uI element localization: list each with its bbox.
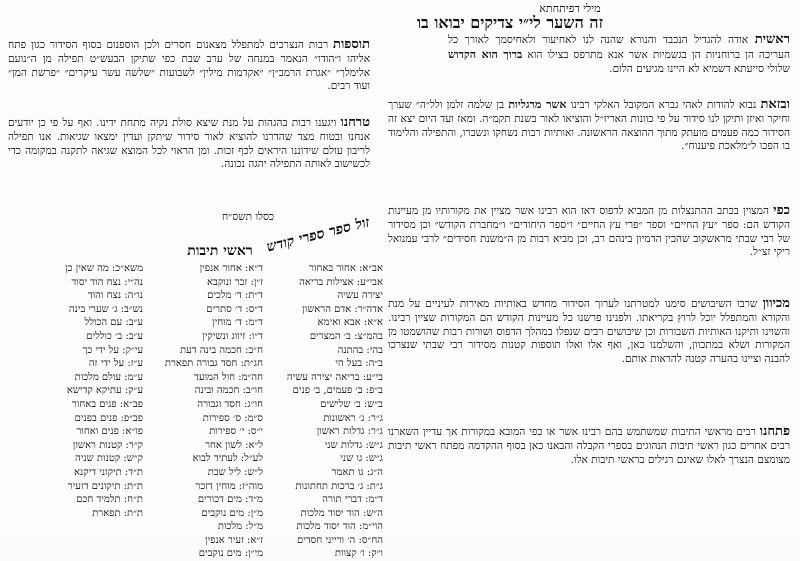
paragraph-lead-word: ראשית xyxy=(754,32,790,47)
date-line: כסלו תשס״ח xyxy=(222,211,275,223)
paragraph-tail: בן שלמה זלמן ולל״ה״ שערך וחיקר ואיזן ותיקן לנו סידור על פי כוונות האריז״ל והוציאו לאור בשנת תקמ״ה. ומאז ועד היום יצא זה הסידור כמה פעמים מועתק מתוך ההוצאה הראשונה. ואותיות רבות נשחקו ונשברו, והתפילה והלימוד בו הפכו ל״מלאכת פיענוח״. xyxy=(388,99,790,153)
abbreviation-entry: ג״ר: ג׳ ראשונות xyxy=(323,412,383,424)
abbreviations-column-2 xyxy=(148,262,263,561)
abbreviation-entry: ג״ש: גו שני xyxy=(340,453,383,465)
preface-title: זה השער לי״י צדיקים יבואו בו xyxy=(416,13,604,32)
abbreviation-entry: פב״א: פנים באחור xyxy=(71,398,143,410)
abbreviation-entry: ל״ש: ליל שבת xyxy=(207,466,263,478)
publisher-stamp: זול ספר ספרי קודש xyxy=(265,214,372,256)
paragraph-text: רבים מראשי התיבות שמשתמש בהם רבינו אשר או כפי המובא במקורות אך עדיין השארנו רבים אחרים כגון ראשי תיבות הנהוגים בספרי הקבלה והבאנו כאן בסוף ההקדמה מפתח ראשי תיבות מצומצם הנצרך לאלו שאינם רגילים בראשי תיבות אלו. xyxy=(388,426,790,466)
abbreviation-entry: ב״ה: בעל הי xyxy=(335,358,383,370)
abbreviation-entry: ז״א: זעיר אנפין xyxy=(205,534,263,546)
paragraph-lead-word: תוספות xyxy=(333,37,370,52)
abbreviation-entry: ת״ד: תיקוני דיקנא xyxy=(74,466,143,478)
abbreviation-entry: ת״ת: תיקונים דזעיר xyxy=(67,480,143,492)
abbreviation-entry: ס״מ: ס׳ ספירות xyxy=(202,412,263,424)
abbreviation-entry: משא״כ: מה שאין כן xyxy=(65,263,143,274)
paragraph-bold-phrase: אשר מרגליות xyxy=(508,98,567,111)
abbreviation-entry: ל״א: לשון אחר xyxy=(205,439,263,451)
abbreviation-entry: מוה״ז: מוחין דזכר xyxy=(195,480,263,492)
preface-paragraph-3 xyxy=(388,204,790,260)
paragraph-text: שרבו השיבושים סימנו למטרתנו לערוך הסידור מחדש באותיות מאירות לעיניים על מנת והקורא והמתפלל יוכל לרוץ בקריאתו. ולפנינו פרשנו כל מעיינות הקודש הם המקורות שציין רבינו. והשוינו ותיקנו האותיות השבורות וכן שיבושים רבים שנפלו במהלך הדפוס ושורות רבות שהושמטו מן המקורות ושלא במתכוון, והשלמנו כאן, ואף אלו ואלו תוספות קטנות מסידור רבי שבתי שנצרכו להבנה וציינו בהערה קטנה להראות אותם. xyxy=(388,298,790,366)
preface-paragraph-4 xyxy=(388,297,790,367)
abbreviation-entry: ה״ש: הוד יסוד מלכות xyxy=(300,507,383,519)
abbreviation-entry: פב״פ: פנים בפנים xyxy=(74,412,143,424)
abbreviation-entry: בי״ע: בריאה יצירה עשיה xyxy=(286,371,383,383)
abbreviation-entry: ו״ק: ו׳ קצוות xyxy=(334,548,383,560)
abbreviation-entry: פו״א: פנים ואחור xyxy=(76,426,143,438)
abbreviation-entry: מי״ן: מים נוקבים xyxy=(198,548,263,560)
abbreviation-entry: נש״ב: ג׳ שערי בינה xyxy=(68,303,143,315)
abbreviation-entry: ב״פ: ב׳ פעמים, ב׳ פנים xyxy=(292,385,383,397)
abbreviation-entry: ע״ב: עם הכולל xyxy=(84,317,143,329)
abbreviation-entry: בהי: בהתנה xyxy=(337,344,383,356)
paragraph-text: המצוין בכתב ההתנצלות מן המביא לדפוס דאז הוא רבינו אשר מציין את מקורותיו מן מעיינות הקודש הם: ספר ״עץ החיים״ וספר ״פרי עץ החיים״ ו״ספר היחודים״ ו״מחברת הקודש״ וכן מסידור של רבי שבתי מראשקוב שהכין הדמיון בינהם רב, וכן מביא רבות מן ה״משנת חסידים״ לרבי עמנואל ריקי זצ״ל. xyxy=(388,205,790,259)
paragraph-lead-word: טרחנו xyxy=(340,115,371,130)
abbreviation-entry: ע״ק: עתיקא קדישא xyxy=(66,385,143,397)
preface-paragraph-1 xyxy=(448,33,790,76)
abbreviation-entry: מ״ד: מים דכורים xyxy=(197,494,263,506)
paragraph-text: רבות הנצרכים למתפלל מצאנום חסרים ולכן הוספנום בסוף הסידור כגון פתח אליהו ו״הודו״ הנאמר במנחה של ערב שבת כפי שתיקן הבעש״ט תפילה מן ה״נועם אלימלך״ ״אגרת הרמב״ן״ ״אקדמות מילין״ לשבועות ״שלשה עשר עיקרים״ ״פרשת המן״ ועוד רבים. xyxy=(8,39,370,93)
abbreviation-entry: בהמ״צ: ב׳ המצרים xyxy=(309,330,383,342)
abbreviations-title: ראשי תיבות xyxy=(187,243,253,259)
abbreviation-entry: עי״ק: על ידי כך xyxy=(82,344,143,356)
abbreviation-entry: ד״מ: דברי תורה xyxy=(322,494,383,506)
paragraph-text: ויגענו רבות בהגהות על מנת שיצא סולת נקיה מתחת ידינו. ואף על פי כן יודעים אנחנו ובטוח מצד שהדרנו להוציא לאור סידור שיתקן ועדין ימצאו שגיאות. אנו תפילה לריבון עולם שידוננו היראים לכף זכות. ומן הראוי לכל המוצא שגיאה לתקנה במקומה כדי לכשישוב לאותה התפילה יהגה נכונה. xyxy=(8,117,370,171)
paragraph-lead-word: כפי xyxy=(773,203,790,218)
additions-paragraph-2 xyxy=(8,116,370,172)
abbreviation-entry: חה״מ: חול המועד xyxy=(194,371,263,383)
preface-paragraph-2 xyxy=(388,98,790,154)
abbreviation-entry: מ״ן: מים נוקבים xyxy=(201,507,263,519)
abbreviation-entry: א״א: אבא ואימא xyxy=(317,317,383,329)
abbreviation-entry: ב״ש: ב׳ שלישים xyxy=(320,398,383,410)
abbreviation-entry: ז״ן: זכר ונוקבא xyxy=(207,276,263,288)
preface-paragraph-5 xyxy=(388,425,790,467)
abbreviation-entry: ד״א: אחור אנפין xyxy=(199,263,263,274)
abbreviation-entry: ה״ג: גו תאמר xyxy=(331,466,383,478)
additions-paragraph-1 xyxy=(8,38,370,94)
preface-heading: מילי דפיתחתא xyxy=(539,2,601,15)
paragraph-text: נבוא להודות לאהי גברא המקובל האלקי רבינו xyxy=(566,99,757,111)
abbreviation-entry: ד״ס: ד׳ סתרים xyxy=(206,303,263,315)
abbreviation-entry: ד״ת: ד׳ מלכים xyxy=(207,290,263,302)
abbreviation-entry: ק״ר: קטנות ראשון xyxy=(72,439,143,451)
abbreviation-entry: ת״ת: תפארת xyxy=(92,507,143,519)
paragraph-text: אודה להגדיל הנכבד והנורא שהנה לנו לאחיעור ולאחיסמך לאורך כל העריכה הן ברוחניות הן בגשמיות אשר אנא מתרפס בצילו הוא xyxy=(448,34,790,61)
abbreviation-entry: ד״ו: זיווג ונשיקין xyxy=(202,330,263,342)
abbreviation-entry: ע״מ: עולם מלכות xyxy=(74,371,143,383)
abbreviation-entry: ג״ש: גדלות שני xyxy=(324,439,383,451)
abbreviation-entry: ח״ב: חכמה בינה דעת xyxy=(180,344,263,356)
abbreviation-entry: חו״ב: חכמה ובינה xyxy=(194,385,263,397)
abbreviation-entry: ע״ב: ב׳ כוללים xyxy=(86,330,143,342)
paragraph-lead-word: ובזאת xyxy=(760,97,790,112)
abbreviation-entry: הח״ס: ה׳ ורייני חסדים xyxy=(297,534,383,546)
abbreviation-entry: ג״ר: גדלות ראשון xyxy=(316,426,383,438)
abbreviation-entry: ת״ח: תלמיד חכם xyxy=(76,494,143,506)
abbreviation-entry: לע״ל: לעתיד לבוא xyxy=(192,453,263,465)
abbreviations-column-1 xyxy=(268,262,383,561)
abbreviation-entry: יצירה עשיה xyxy=(337,290,383,302)
abbreviations-column-3 xyxy=(28,262,143,520)
abbreviation-entry: חו״ג: חסד וגבורה xyxy=(197,398,263,410)
abbreviation-entry: ג״ת: ג׳ ברכות תחתונות xyxy=(295,480,383,492)
abbreviation-entry: י״ס: י׳ ספירות xyxy=(209,426,263,438)
abbreviation-entry: אדה״ר: אדם הראשון xyxy=(302,303,383,315)
paragraph-lead-word: פתחנו xyxy=(759,424,791,439)
abbreviation-entry: ד״מ: ד׳ מוחין xyxy=(212,317,263,329)
paragraph-bold-phrase: ברוך הוא הקדוש xyxy=(448,47,523,61)
abbreviation-entry: הוי״מ: הוד יסוד מלכות xyxy=(296,521,383,533)
abbreviation-entry: חג״ת: חסד גבורה תפארת xyxy=(164,358,263,370)
abbreviation-entry: נו״ה: נצח והוד xyxy=(87,290,143,302)
abbreviation-entry: מ״ל: מלכות xyxy=(217,521,263,533)
paragraph-lead-word: מכיוון xyxy=(762,296,790,311)
abbreviation-entry: ק״ש: קטנות שניה xyxy=(75,453,143,465)
abbreviation-entry: אב״א: אחור באחור xyxy=(309,263,383,274)
abbreviation-entry: אבי״ע: אצילות בריאה xyxy=(299,276,383,288)
abbreviation-entry: נה״י: נצח הוד יסוד xyxy=(71,276,143,288)
abbreviation-entry: ע״ז: על ידי זה xyxy=(88,358,143,370)
paragraph-tail: שלולי סייעתא דשמיא לא היינו מגיעים הלום. xyxy=(609,62,790,75)
